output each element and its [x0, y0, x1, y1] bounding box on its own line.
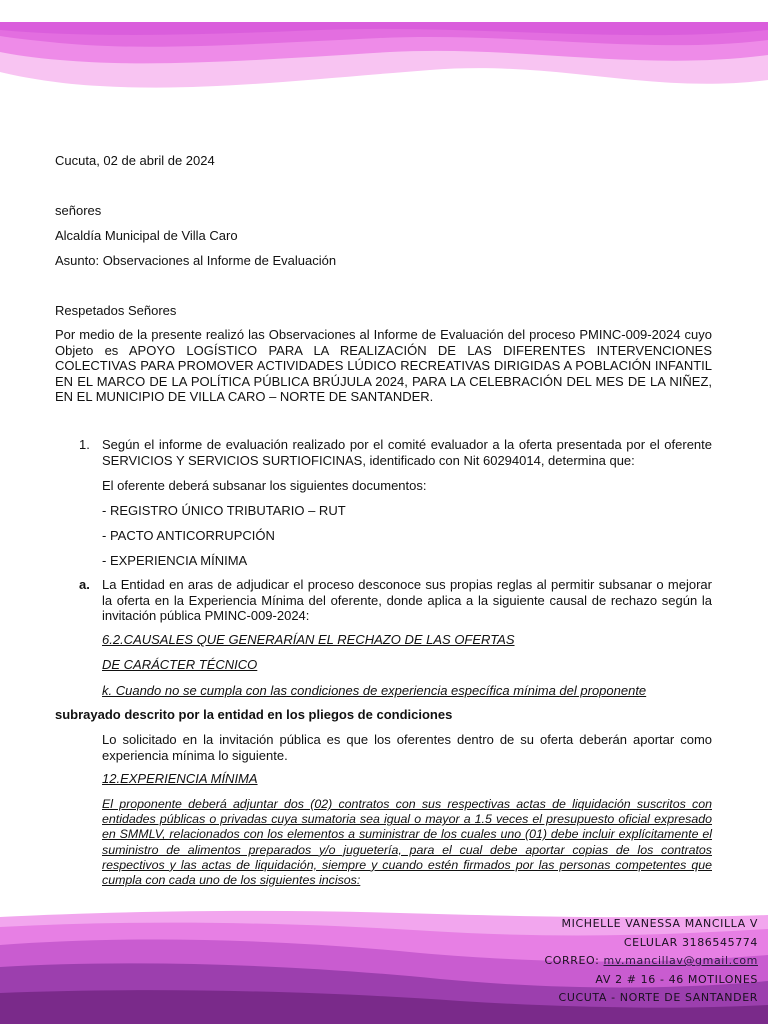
bold-note: subrayado descrito por la entidad en los pliegos de condiciones — [55, 707, 453, 722]
quote-experiencia-body: El proponente deberá adjuntar dos (02) contratos con sus respectivas actas de liquidación suscritos con entidades públicas o privadas cuya sumatoria sea igual o mayor a 1.5 veces el presupuesto oficial expresado en SMMLV, relacionados con los elementos a suministrar de los cuales uno (01) debe incluir explícitamente el suministro de alimentos preparados y/o juguetería, para el cual debe aportar copias de los contratos respectivos y las actas de liquidación, siempre y cuando estén firmados por las personas competentes que cumpla con cada uno de los siguientes incisos: — [102, 797, 712, 888]
contact-email-line — [544, 952, 758, 971]
salutation: señores — [55, 203, 102, 218]
subject-line: Asunto: Observaciones al Informe de Evaluación — [55, 253, 337, 268]
quote-caracter-tecnico: DE CARÁCTER TÉCNICO — [102, 657, 258, 672]
itemA-text: La Entidad en aras de adjudicar el proceso desconoce sus propias reglas al permitir subsanar o mejorar la oferta en la Experiencia Mínima del oferente, donde aplica a la siguiente causal de rechazo según la invitación pública PMINC-009-2024: — [102, 577, 712, 623]
document-item: - PACTO ANTICORRUPCIÓN — [102, 528, 275, 543]
quote-causales: 6.2.CAUSALES QUE GENERARÍAN EL RECHAZO DE LAS OFERTAS — [102, 632, 515, 647]
contact-address: AV 2 # 16 - 46 MOTILONES — [595, 972, 758, 986]
document-item: - EXPERIENCIA MÍNIMA — [102, 553, 248, 568]
email-link[interactable]: mv.mancillav@gmail.com — [603, 954, 758, 967]
contact-city: CUCUTA - NORTE DE SANTANDER — [558, 991, 758, 1004]
header-wave-decoration — [0, 0, 768, 110]
contact-block — [544, 915, 758, 1008]
quote-rejection-k: k. Cuando no se cumpla con las condiciones de experiencia específica mínima del proponente — [102, 683, 647, 698]
date-line: Cucuta, 02 de abril de 2024 — [55, 153, 215, 168]
item1-text: Según el informe de evaluación realizado por el comité evaluador a la oferta presentada por el oferente SERVICIOS Y SERVICIOS SURTIOFICINAS, identificado con Nit 60294014, determina que: — [102, 437, 712, 468]
contact-phone: CELULAR 3186545774 — [623, 935, 758, 949]
item-number: 1. — [79, 437, 90, 452]
intro-paragraph: Por medio de la presente realizó las Observaciones al Informe de Evaluación del proceso PMINC-009-2024 cuyo Objeto es APOYO LOGÍSTICO PARA LA REALIZACIÓN DE LAS DIFERENTES INTERVENCIONES COLECTIVAS PARA PROMOVER ACTIVIDADES LÚDICO RECREATIVAS DIRIGIDAS A POBLACIÓN INFANTIL EN EL MARCO DE LA POLÍTICA PÚBLICA BRÚJULA 2024, PARA LA CELEBRACIÓN DEL MES DE LA NIÑEZ, EN EL MUNICIPIO DE VILLA CARO – NORTE DE SANTANDER. — [55, 327, 712, 404]
greeting: Respetados Señores — [55, 303, 177, 318]
contact-name: MICHELLE VANESSA MANCILLA V — [561, 917, 758, 930]
quote-experiencia-title: 12.EXPERIENCIA MÍNIMA — [102, 771, 258, 786]
recipient: Alcaldía Municipal de Villa Caro — [55, 228, 238, 243]
document-item: - REGISTRO ÚNICO TRIBUTARIO – RUT — [102, 503, 346, 518]
item1-sub: El oferente deberá subsanar los siguientes documentos: — [102, 478, 427, 493]
requested-paragraph: Lo solicitado en la invitación pública es que los oferentes dentro de su oferta deberán aportar como experiencia mínima lo siguiente. — [102, 732, 712, 763]
item-letter: a. — [79, 577, 90, 592]
email-label: CORREO: — [544, 954, 604, 967]
